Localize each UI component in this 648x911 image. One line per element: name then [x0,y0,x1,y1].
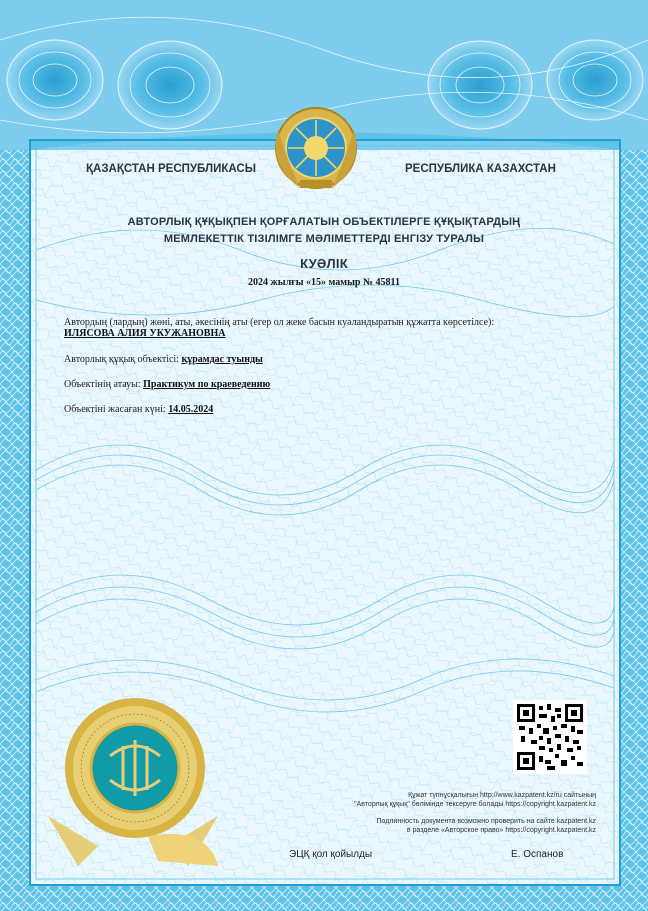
author-label: Автордың (лардың) жөні, аты, әкесінің аты (егер ол жеке басын куәландыратын құжатта көрсетілсе): [64,317,495,328]
signer-name: Е. Оспанов [511,849,564,860]
qr-code-icon [517,704,583,770]
document-type: КУӘЛІК [300,256,348,271]
object-name-value: Практикум по краеведению [143,379,271,390]
creation-date-row [64,404,213,415]
country-name-kz: ҚАЗАҚСТАН РЕСПУБЛИКАСЫ [86,163,256,175]
verify-note-kz-line2[interactable]: "Авторлық құқық" бөлімінде тексеруге болады https://copyright.kazpatent.kz [354,801,596,808]
author-value-row [64,328,225,339]
digital-signature-label: ЭЦҚ қол қойылды [289,849,373,860]
institute-seal-icon [38,696,228,872]
title-line-2: МЕМЛЕКЕТТІК ТІЗІЛІМГЕ МӘЛІМЕТТЕРДІ ЕНГІЗУ ТУРАЛЫ [163,233,485,245]
author-value: ИЛЯСОВА АЛИЯ УКУЖАНОВНА [64,328,226,339]
country-name-ru: РЕСПУБЛИКА КАЗАХСТАН [405,163,556,175]
object-name-label: Объектінің атауы: [64,379,141,390]
state-emblem-icon [276,108,357,188]
verify-note-ru-line1: Подлинность документа возможно проверить на сайте kazpatent.kz [376,818,596,825]
verification-qr-code[interactable] [513,700,587,774]
creation-date-value: 14.05.2024 [168,404,214,415]
verify-note-kz-line1: Құжат түпнұсқалығын http://www.kazpatent.kz/ru сайтының [408,792,596,799]
object-name-row [64,379,270,390]
creation-date-label: Объектіні жасаған күні: [64,404,166,415]
title-line-1: АВТОРЛЫҚ ҚҰҚЫҚПЕН ҚОРҒАЛАТЫН ОБЪЕКТІЛЕРГЕ ҚҰҚЫҚТАРДЫҢ [127,216,521,228]
object-type-label: Авторлық құқық объектісі: [64,354,179,365]
object-type-value: құрамдас туынды [181,354,263,365]
certificate-number: 2024 жылғы «15» мамыр № 45811 [248,277,400,288]
object-type-row [64,354,263,365]
verify-note-ru-line2[interactable]: в разделе «Авторское право» https://copyright.kazpatent.kz [406,827,596,834]
